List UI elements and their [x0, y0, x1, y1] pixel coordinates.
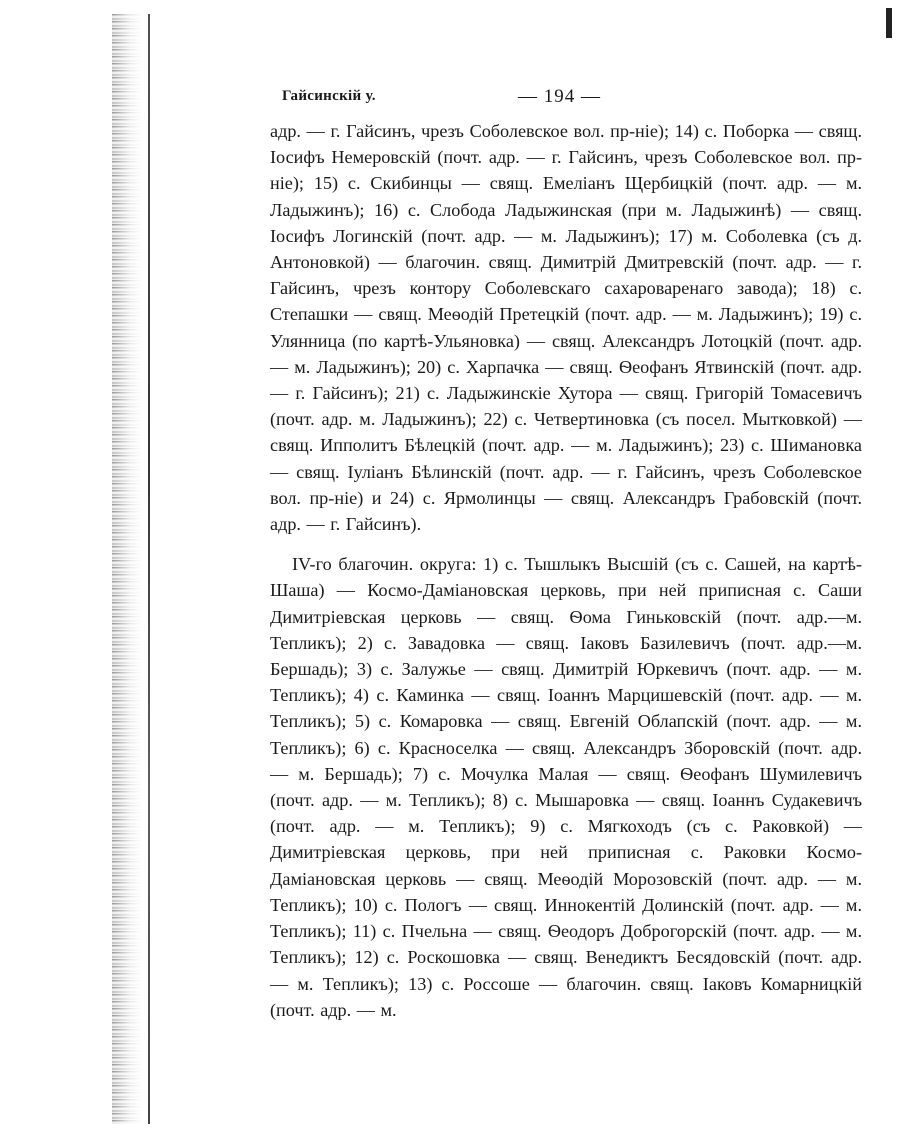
- page-body: [270, 118, 862, 1023]
- running-head-district: Гайсинскій у.: [282, 88, 376, 104]
- corner-mark: [886, 8, 892, 38]
- page-number: — 194 —: [518, 86, 601, 107]
- page-header: [282, 86, 862, 110]
- binding-line: [148, 14, 150, 1124]
- paragraph-fourth-deanery: IV-го благочин. округа: 1) с. Тышлыкъ Высшій (съ с. Сашей, на картѣ-Шаша) — Космо-Даміановская церковь, при ней приписная с. Саши Димитріевская церковь — свящ. Ѳома Гиньковскій (почт. адр.—м. Тепликъ); 2) с. Завадовка — свящ. Іаковъ Базилевичъ (почт. адр.—м. Бершадь); 3) с. Залужье — свящ. Димитрій Юркевичъ (почт. адр. — м. Тепликъ); 4) с. Каминка — свящ. Іоаннъ Марцишевскій (почт. адр. — м. Тепликъ); 5) с. Комаровка — свящ. Евгеній Облапскій (почт. адр. — м. Тепликъ); 6) с. Красноселка — свящ. Александръ Зборовскій (почт. адр. — м. Бершадь); 7) с. Мочулка Малая — свящ. Ѳеофанъ Шумилевичъ (почт. адр. — м. Тепликъ); 8) с. Мышаровка — свящ. Іоаннъ Судакевичъ (почт. адр. — м. Тепликъ); 9) с. Мягкоходъ (съ с. Раковкой) — Димитріевская церковь, при ней приписная с. Раковки Космо-Даміановская церковь — свящ. Меѳодій Морозовскій (почт. адр. — м. Тепликъ); 10) с. Пологъ — свящ. Иннокентій Долинскій (почт. адр. — м. Тепликъ); 11) с. Пчельна — свящ. Ѳеодоръ Доброгорскій (почт. адр. — м. Тепликъ); 12) с. Роскошовка — свящ. Венедиктъ Бесядовскій (почт. адр. — м. Тепликъ); 13) с. Россоше — благочин. свящ. Іаковъ Комарницкій (почт. адр. — м.: [270, 554, 862, 1020]
- paragraph-continuation: адр. — г. Гайсинъ, чрезъ Соболевское вол. пр-ніе); 14) с. Поборка — свящ. Іосифъ Немеровскій (почт. адр. — г. Гайсинъ, чрезъ Соболевское вол. пр-ніе); 15) с. Скибинцы — свящ. Емеліанъ Щербицкій (почт. адр. — м. Ладыжинъ); 16) с. Слобода Ладыжинская (при м. Ладыжинѣ) — свящ. Іосифъ Логинскій (почт. адр. — м. Ладыжинъ); 17) м. Соболевка (съ д. Антоновкой) — благочин. свящ. Димитрій Дмитревскій (почт. адр. — г. Гайсинъ, чрезъ контору Соболевскаго сахароваренаго завода); 18) с. Степашки — свящ. Меѳодій Претецкій (почт. адр. — м. Ладыжинъ); 19) с. Улянница (по картѣ-Ульяновка) — свящ. Александръ Лотоцкій (почт. адр. — м. Ладыжинъ); 20) с. Харпачка — свящ. Ѳеофанъ Ятвинскій (почт. адр. — г. Гайсинъ); 21) с. Ладыжинскіе Хутора — свящ. Григорій Томасевичъ (почт. адр. м. Ладыжинъ); 22) с. Четвертиновка (съ посел. Мытковкой) — свящ. Ипполитъ Бѣлецкій (почт. адр. — м. Ладыжинъ); 23) с. Шимановка — свящ. Іуліанъ Бѣлинскій (почт. адр. — г. Гайсинъ, чрезъ Соболевское вол. пр-ніе) и 24) с. Ярмолинцы — свящ. Александръ Грабовскій (почт. адр. — г. Гайсинъ).: [270, 121, 862, 535]
- page-binding-edge: [112, 14, 142, 1124]
